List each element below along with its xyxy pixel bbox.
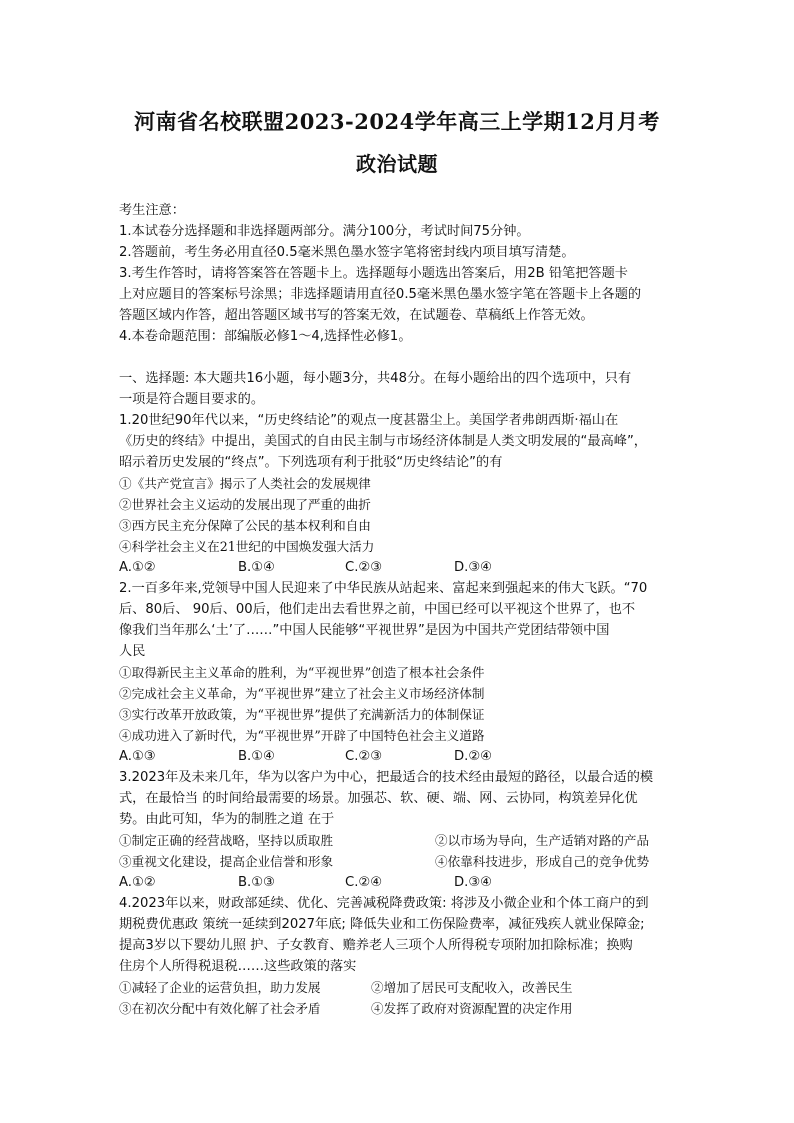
question-4-option: ③在初次分配中有效化解了社会矛盾	[119, 1001, 321, 1016]
question-3-stem: 式，在最恰当 的时间给最需要的场景。加强芯、软、硬、端、网、云协同，构筑差异化优	[119, 791, 638, 806]
choice-a: A.①②	[119, 875, 156, 890]
question-1-option: ①《共产党宣言》揭示了人类社会的发展规律	[119, 476, 371, 491]
section-heading: 一项是符合题目要求的。	[119, 392, 265, 407]
question-3-option-row	[119, 851, 679, 872]
choice-d: D.②④	[454, 749, 492, 764]
choice-c: C.②③	[345, 560, 383, 575]
choice-d: D.③④	[454, 875, 492, 890]
notice-line: 4.本卷命题范围：部编版必修1～4,选择性必修1。	[119, 329, 412, 344]
choice-a: A.①③	[119, 749, 156, 764]
question-2-stem: 像我们当年那么‘土’了……”中国人民能够“平视世界”是因为中国共产党团结带领中国	[119, 623, 610, 638]
question-4-option: ①减轻了企业的运营负担，助力发展	[119, 980, 321, 995]
question-2-option: ①取得新民主主义革命的胜利，为“平视世界”创造了根本社会条件	[119, 665, 485, 680]
question-3-stem: 势。由此可知，华为的制胜之道 在于	[119, 812, 335, 827]
exam-content	[119, 200, 679, 1019]
question-4-option: ④发挥了政府对资源配置的决定作用	[371, 1001, 573, 1016]
question-2-stem: 后、80后、 90后、00后，他们走出去看世界之前，中国已经可以平视这个世界了，也不	[119, 602, 636, 617]
question-3-option: ①制定正确的经营战略，坚持以质取胜	[119, 833, 334, 848]
question-2-stem: 2.一百多年来,党领导中国人民迎来了中华民族从站起来、富起来到强起来的伟大飞跃。“70	[119, 581, 648, 596]
choice-d: D.③④	[454, 560, 492, 575]
question-2-option: ④成功进入了新时代，为“平视世界”开辟了中国特色社会主义道路	[119, 728, 485, 743]
question-2-option: ②完成社会主义革命，为“平视世界”建立了社会主义市场经济体制	[119, 686, 485, 701]
question-3-choices	[119, 872, 679, 893]
notice-heading: 考生注意：	[119, 203, 185, 218]
choice-c: C.②③	[345, 749, 383, 764]
choice-a: A.①②	[119, 560, 156, 575]
notice-line: 3.考生作答时，请将答案答在答题卡上。选择题每小题选出答案后，用2B 铅笔把答题卡	[119, 266, 628, 281]
choice-b: B.①③	[238, 875, 275, 890]
question-1-stem: 昭示着历史发展的“终点”。下列选项有利于批驳“历史终结论”的有	[119, 455, 503, 470]
question-4-option: ②增加了居民可支配收入，改善民生	[371, 980, 573, 995]
question-3-option: ③重视文化建设，提高企业信誉和形象	[119, 854, 334, 869]
choice-b: B.①④	[238, 560, 275, 575]
question-4-option-row	[119, 998, 679, 1019]
notice-line: 1.本试卷分选择题和非选择题两部分。满分100分，考试时间75分钟。	[119, 224, 530, 239]
question-1-choices	[119, 557, 679, 578]
question-4-stem: 提高3岁以下婴幼儿照 护、子女教育、赡养老人三项个人所得税专项附加扣除标准；换购	[119, 938, 633, 953]
choice-c: C.②④	[345, 875, 383, 890]
question-1-stem: 1.20世纪90年代以来，“历史终结论”的观点一度甚嚣尘上。美国学者弗朗西斯·福山在	[119, 413, 619, 428]
question-2-choices	[119, 746, 679, 767]
question-1-stem: 《历史的终结》中提出，美国式的自由民主制与市场经济体制是人类文明发展的“最高峰”，	[119, 434, 647, 449]
question-4-stem: 期税费优惠政 策统一延续到2027年底; 降低失业和工伤保险费率，减征残疾人就业保障金;	[119, 917, 645, 932]
question-4-stem: 住房个人所得税退税……这些政策的落实	[119, 959, 357, 974]
notice-line: 答题区域内作答，超出答题区域书写的答案无效，在试题卷、草稿纸上作答无效。	[119, 308, 594, 323]
question-2-stem: 人民	[119, 644, 146, 659]
notice-line: 2.答题前，考生务必用直径0.5毫米黑色墨水签字笔将密封线内项目填写清楚。	[119, 245, 575, 260]
section-heading: 一、选择题: 本大题共16小题，每小题3分，共48分。在每小题给出的四个选项中，只有	[119, 371, 632, 386]
exam-title: 河南省名校联盟2023-2024学年高三上学期12月月考	[134, 109, 660, 134]
subject-title: 政治试题	[356, 152, 438, 176]
question-1-option: ③西方民主充分保障了公民的基本权利和自由	[119, 518, 371, 533]
question-1-option: ②世界社会主义运动的发展出现了严重的曲折	[119, 497, 371, 512]
question-2-option: ③实行改革开放政策，为“平视世界”提供了充满新活力的体制保证	[119, 707, 485, 722]
question-3-option: ②以市场为导向，生产适销对路的产品	[435, 833, 650, 848]
question-4-option-row	[119, 977, 679, 998]
choice-b: B.①④	[238, 749, 275, 764]
notice-line: 上对应题目的答案标号涂黑；非选择题请用直径0.5毫米黑色墨水签字笔在答题卡上各题的	[119, 287, 642, 302]
question-1-option: ④科学社会主义在21世纪的中国焕发强大活力	[119, 539, 375, 554]
question-4-stem: 4.2023年以来，财政部延续、优化、完善减税降费政策: 将涉及小微企业和个体工商户的到	[119, 896, 649, 911]
spacer	[119, 347, 679, 368]
question-3-option: ④依靠科技进步，形成自己的竞争优势	[435, 854, 650, 869]
question-3-stem: 3.2023年及未来几年，华为以客户为中心，把最适合的技术经由最短的路径，以最合适的模	[119, 770, 654, 785]
question-3-option-row	[119, 830, 679, 851]
